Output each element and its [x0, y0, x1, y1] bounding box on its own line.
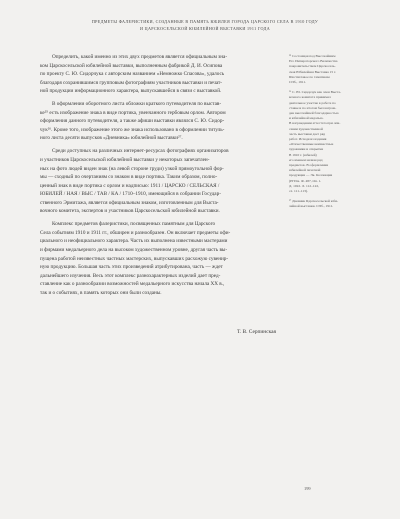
- page-number: 199: [304, 486, 311, 491]
- footnote-line: юбилейной печатной: [289, 168, 321, 173]
- text-line: Комплекс предметов фалеристики, посвященных памятным для Царского: [52, 221, 216, 228]
- footnote-line: сании художественной: [289, 126, 323, 131]
- footnote-line: Его Императорского Величества: [289, 59, 338, 64]
- text-line: дальнейшего изучения. Весь этот комплекс разнохарактерных изделий дает пред-: [40, 272, 221, 279]
- footnote-line: продукции — Эк. Коллекция: [289, 173, 333, 178]
- text-line: и фирмами медальерного дела на высоком художественном уровне, другая часть вы-: [40, 246, 228, 253]
- footnote: [289, 199, 371, 209]
- header-line-1: ПРЕДМЕТЫ ФАЛЕРИСТИКИ, СОЗДАННЫЕ В ПАМЯТЬ ЮБИЛЕЯ ГОРОДА ЦАРСКОГО СЕЛА В 1910 ГОДУ: [91, 19, 319, 24]
- footnote-line: В награждении аттестата при опи-: [289, 121, 341, 126]
- text-line: ком Царскосельской юбилейной выставки, выполненным фабрикой Д. И. Осипова: [40, 62, 223, 69]
- text-line: ценный знак в виде портика с орлом и надписью: 1911 / ЦАРСКО / СЕЛЬСКАЯ /: [40, 182, 220, 189]
- footnote-line: и юбилейной медалью.: [289, 116, 324, 121]
- footnote-line: художники и открытки: [289, 147, 324, 152]
- footnote-line: ставке и по итогам был награж-: [289, 105, 337, 110]
- footnote-line: лейной выставки. СПб., 1911.: [289, 204, 334, 209]
- text-line: чук²⁶. Кроме того, изображение этого же знака использовано в оформлении титуль-: [40, 126, 225, 133]
- text-line: по проекту С. Ю. Сидорчука с авторским названием «Немножко Спасова», удалось: [40, 71, 225, 78]
- footnote-line: Д. 1022. Л. 112–122,: [289, 183, 320, 188]
- author-signature: Т. В. Серпинская: [237, 329, 276, 335]
- text-line: ную продукцию. Большая часть этих произведений атрибутирована, часть — ждет: [40, 264, 223, 271]
- text-line: вочного комитета, экспертов и участников Царскосельской юбилейной выставки.: [40, 208, 220, 215]
- footnote-line: часть выставки дает ряд: [289, 131, 326, 136]
- text-line: оформления данного путеводителя, а также афиши выставки являлся С. Ю. Сидор-: [40, 118, 225, 125]
- footnote-line: ²⁷ Дневник Царскосельской юби-: [289, 199, 339, 204]
- footnote-line: его именем назван ряд: [289, 157, 323, 162]
- footnote-line: предметов. В оформлении: [289, 163, 329, 168]
- paragraph: [40, 53, 272, 96]
- paragraph: [40, 100, 272, 143]
- footnote-line: ская Юбилейная Выставка 15 г.: [289, 69, 336, 74]
- footnote-line: ²⁵ Состоящая под Высочайшим: [289, 54, 336, 58]
- text-line: благодаря сохранившимся групповым фотографиям участников выставки и печат-: [40, 79, 223, 86]
- text-line: так и о событиях, в память которых они были созданы.: [40, 289, 162, 296]
- footnote-line: ²⁶ С. Ю. Сидорчук как член Выста-: [289, 90, 342, 95]
- footnote-line: В 1910 г. (юбилей): [289, 152, 317, 157]
- footnote-line: сл. 111–113).: [289, 189, 308, 194]
- text-line: ставление как о разнообразии возможностей медальерного искусства начала XX в.,: [40, 281, 225, 288]
- footnote-line: (РГИА. Ф. 487, Оп. 1.: [289, 178, 322, 183]
- footnote: [289, 90, 371, 194]
- text-line: и участников Царскосельской юбилейной выставки у некоторых запечатлен-: [40, 157, 210, 164]
- running-header: [40, 18, 370, 32]
- text-line: ной продукции информационного характера, выпускавшейся в связи с выставкой.: [40, 88, 222, 95]
- footnote-line: вочного комитета принимал: [289, 95, 331, 100]
- text-line: В оформлении оборотного листа обложки краткого путеводителя по выстав-: [52, 101, 222, 108]
- text-line: ЮБИЛЕЙ / НАЯ / ВЫС / ТАВ / КА / 1710–1910, имеющийся в собрании Государ-: [40, 191, 221, 198]
- text-line: пущена работой неизвестных частных мастерских, выпускавших расхожую сувенир-: [40, 255, 229, 262]
- text-line: циального и неофициального характера. Часть их выполнена известными мастерами: [40, 238, 228, 245]
- footnote-line: СПб., 1911.: [289, 80, 307, 85]
- text-line: ных на фото людей виден знак (на левой стороне груди) узкой прямоугольной фор-: [40, 165, 224, 172]
- footnote-line: Шестиглавое по тематикам: [289, 74, 330, 79]
- text-line: Среди доступных на различных интернет-ресурсах фотографиях организаторов: [52, 148, 229, 155]
- footnote-line: работ. Исходя из издания: [289, 137, 327, 142]
- paragraph: [40, 220, 272, 297]
- footnote: [289, 54, 371, 85]
- footnote-line: покровительством Царскосель-: [289, 64, 336, 69]
- text-line: мы — сходный по очертаниям со знаком в виде портика. Таким образом, полно-: [40, 174, 218, 181]
- footnotes: [289, 54, 371, 215]
- header-line-2: И ЦАРСКОСЕЛЬСКОЙ ЮБИЛЕЙНОЙ ВЫСТАВКИ 1911 ГОДА: [139, 26, 271, 31]
- paragraph: [40, 147, 272, 215]
- footnote-line: «Отечественные неизвестные: [289, 142, 334, 147]
- text-line: Определить, какой именно из этих двух предметов является официальным зна-: [52, 54, 228, 60]
- footnote-line: деятельное участие в работе по: [289, 100, 336, 105]
- main-text: [40, 53, 272, 302]
- text-line: ственного Эрмитажа, является официальным знаком, изготовленным для Выста-: [40, 199, 219, 206]
- text-line: ке²⁵ есть изображение знака в виде портика, увенчанного гербовым орлом. Автором: [40, 109, 226, 116]
- footnote-line: ден высочайшей благодарностью: [289, 111, 339, 116]
- text-line: ного листа десяти выпусков «Дневника» юбилейной выставки²⁷.: [40, 135, 183, 142]
- text-line: Села событиям 1910 и 1911 гг., обширен и разнообразен. Он включает предметы офи-: [40, 229, 231, 236]
